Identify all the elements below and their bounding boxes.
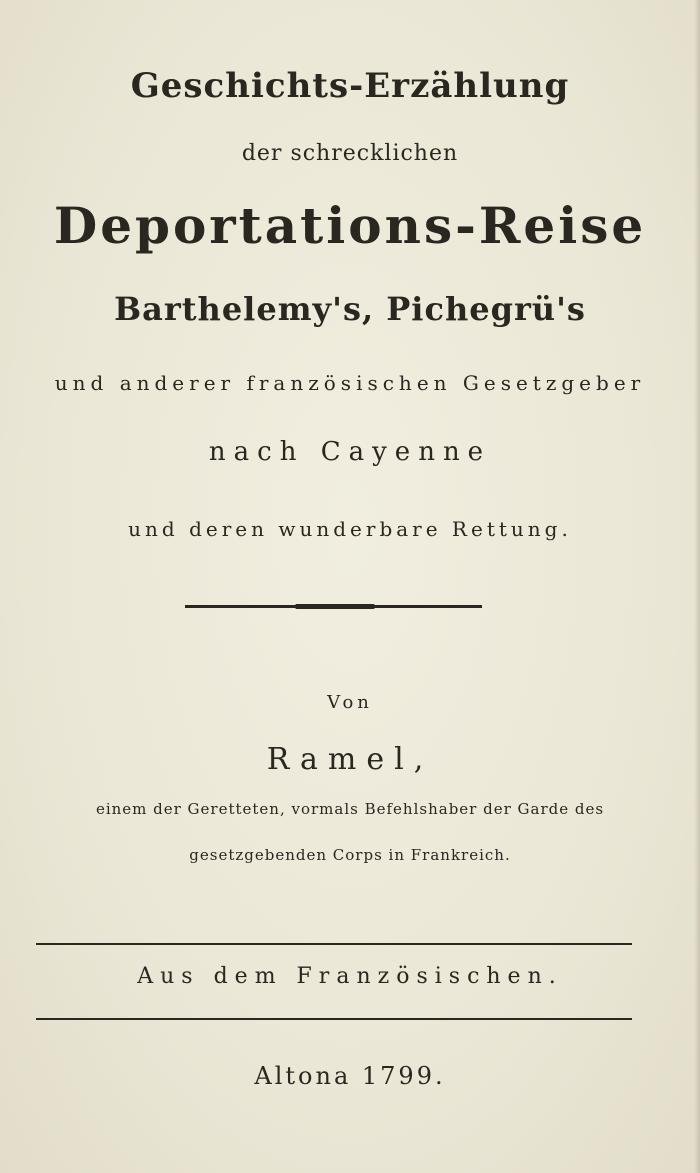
title-line-2: der schrecklichen	[241, 141, 459, 166]
author-description-1: einem der Geretteten, vormals Befehlshaber der Garde des	[95, 800, 605, 818]
ornamental-divider	[185, 605, 482, 608]
by-label: Von	[327, 692, 373, 713]
divider-bottom	[36, 1018, 632, 1020]
title-line-7: und deren wunderbare Rettung.	[128, 517, 572, 541]
title-line-1: Geschichts-Erzählung	[130, 66, 570, 106]
author-name: Ramel,	[266, 742, 434, 777]
title-line-6: nach Cayenne	[208, 437, 492, 467]
title-line-4: Barthelemy's, Pichegrü's	[114, 290, 586, 328]
divider-top	[36, 943, 632, 945]
main-title: Deportations-Reise	[53, 196, 647, 255]
author-description-2: gesetzgebenden Corps in Frankreich.	[189, 846, 511, 864]
title-line-5: und anderer französischen Gesetzgeber	[54, 371, 646, 395]
page-edge-shadow	[694, 0, 700, 1173]
imprint: Altona 1799.	[254, 1062, 446, 1090]
translation-note: Aus dem Französischen.	[137, 964, 563, 989]
